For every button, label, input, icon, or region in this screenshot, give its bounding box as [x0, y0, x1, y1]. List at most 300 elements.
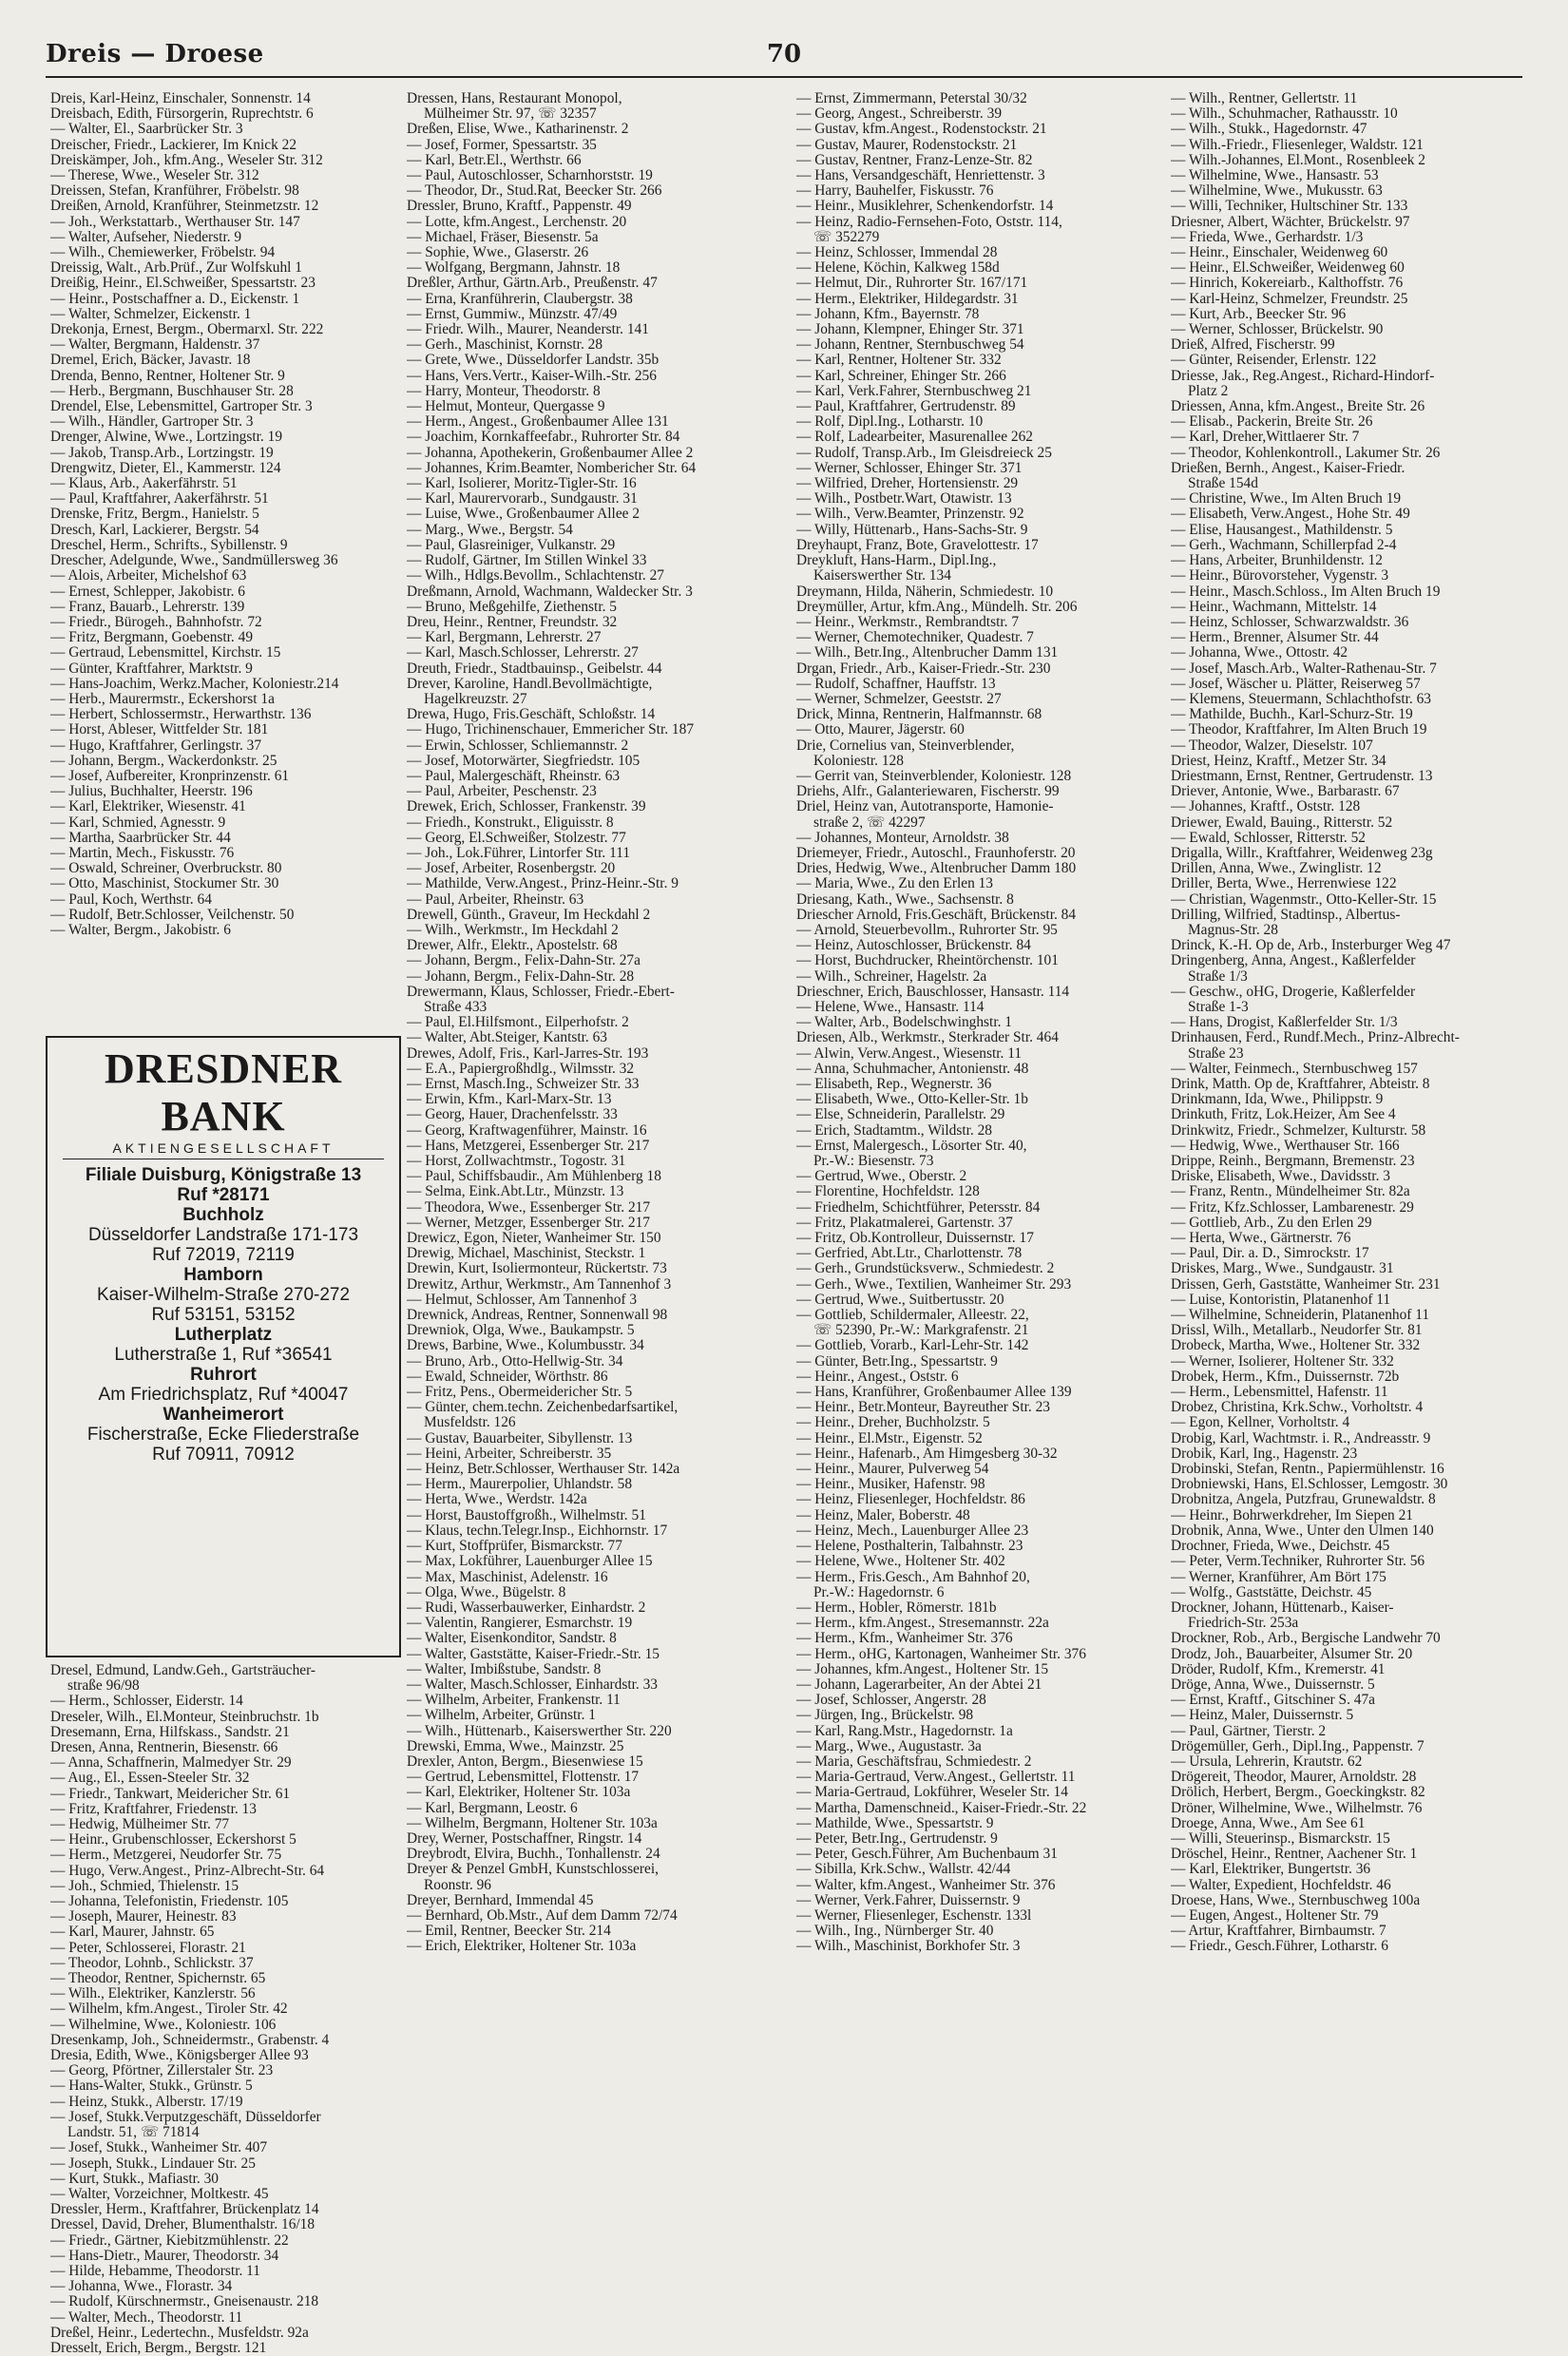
- directory-entry: Dreßen, Elise, Wwe., Katharinenstr. 2: [407, 122, 629, 138]
- directory-entry: — Heinz, Betr.Schlosser, Werthauser Str. 142a: [407, 1462, 680, 1478]
- directory-entry: Dringenberg, Anna, Angest., Kaßlerfelder: [1171, 953, 1416, 969]
- directory-entry: — Herm., kfm.Angest., Stresemannstr. 22a: [796, 1616, 1049, 1632]
- directory-entry: — Erwin, Kfm., Karl-Marx-Str. 13: [407, 1092, 612, 1108]
- directory-entry: Dreyhaupt, Franz, Bote, Gravelottestr. 17: [796, 537, 1039, 553]
- directory-entry: Drenda, Benno, Rentner, Holtener Str. 9: [50, 368, 285, 384]
- directory-entry: — Hans-Dietr., Maurer, Theodorstr. 34: [50, 2248, 279, 2264]
- directory-entry: — Rudolf, Schaffner, Hauffstr. 13: [796, 676, 996, 692]
- directory-entry: Dremel, Erich, Bäcker, Javastr. 18: [50, 353, 251, 369]
- directory-entry: — Johanna, Wwe., Ottostr. 42: [1171, 645, 1348, 661]
- directory-entry: — Walter, Bergmann, Haldenstr. 37: [50, 337, 260, 354]
- directory-entry: — Bruno, Arb., Otto-Hellwig-Str. 34: [407, 1353, 623, 1370]
- directory-entry: — Walter, Abt.Steiger, Kantstr. 63: [407, 1030, 607, 1046]
- directory-entry: — Herm., Maurerpolier, Uhlandstr. 58: [407, 1477, 633, 1493]
- directory-entry: Roonstr. 96: [424, 1877, 491, 1893]
- directory-entry: Driessen, Anna, kfm.Angest., Breite Str. 26: [1171, 399, 1425, 415]
- directory-entry: — Gerfried, Abt.Ltr., Charlottenstr. 78: [796, 1246, 1023, 1262]
- directory-entry: Drewnick, Andreas, Rentner, Sonnenwall 98: [407, 1308, 668, 1324]
- ad-branch-heading: Filiale Duisburg, Königstraße 13: [85, 1165, 362, 1185]
- directory-entry: — Wolfg., Gaststätte, Deichstr. 45: [1171, 1584, 1372, 1600]
- directory-entry: — Gertrud, Wwe., Oberstr. 2: [796, 1169, 967, 1185]
- directory-entry: — Heinz, Autoschlosser, Brückenstr. 84: [796, 938, 1031, 954]
- directory-entry: — Walter, Gaststätte, Kaiser-Friedr.-Str. 15: [407, 1646, 660, 1662]
- directory-entry: — Friedh., Konstrukt., Eliguisstr. 8: [407, 814, 614, 831]
- directory-entry: — Helmut, Schlosser, Am Tannenhof 3: [407, 1292, 638, 1308]
- directory-entry: — Helene, Wwe., Hansastr. 114: [796, 999, 985, 1015]
- directory-entry: Dries, Hedwig, Wwe., Altenbrucher Damm 180: [796, 861, 1077, 877]
- directory-entry: — Gerh., Maschinist, Kornstr. 28: [407, 337, 603, 354]
- column-2: [407, 91, 779, 1955]
- directory-entry: — Heinr., Maurer, Pulverweg 54: [796, 1462, 989, 1478]
- directory-entry: — Wilh., Rentner, Gellertstr. 11: [1171, 91, 1358, 106]
- directory-entry: Drissen, Gerh, Gaststätte, Wanheimer Str. 231: [1171, 1276, 1441, 1293]
- directory-entry: Dreybrodt, Elvira, Buchh., Tonhallenstr. 24: [407, 1847, 660, 1863]
- directory-entry: — Otto, Maschinist, Stockumer Str. 30: [50, 876, 279, 892]
- directory-entry: ☏ 352279: [813, 229, 880, 245]
- directory-entry: — Fritz, Plakatmalerei, Gartenstr. 37: [796, 1215, 1013, 1231]
- directory-entry: Pr.-W.: Hagedornstr. 6: [813, 1584, 945, 1600]
- directory-entry: — Klemens, Steuermann, Schlachthofstr. 63: [1171, 691, 1431, 707]
- directory-entry: — Karl, Maurervorarb., Sundgaustr. 31: [407, 491, 638, 508]
- directory-entry: — Alwin, Verw.Angest., Wiesenstr. 11: [796, 1045, 1023, 1062]
- directory-entry: — Friedr., Gesch.Führer, Lotharstr. 6: [1171, 1939, 1388, 1955]
- directory-entry: — Franz, Bauarb., Lehrerstr. 139: [50, 599, 245, 615]
- directory-entry: Straße 433: [424, 999, 488, 1015]
- directory-entry: — Harry, Bauhelfer, Fiskusstr. 76: [796, 183, 994, 200]
- directory-entry: Drewermann, Klaus, Schlosser, Friedr.-Ebert-: [407, 984, 675, 1000]
- directory-entry: Drewer, Alfr., Elektr., Apostelstr. 68: [407, 938, 618, 954]
- directory-entry: — Ernst, Malergesch., Lösorter Str. 40,: [796, 1138, 1027, 1154]
- directory-entry: Drießen, Bernh., Angest., Kaiser-Friedr.: [1171, 460, 1405, 476]
- directory-entry: — Werner, Schmelzer, Geeststr. 27: [796, 691, 1002, 707]
- directory-entry: Drinkuth, Fritz, Lok.Heizer, Am See 4: [1171, 1107, 1396, 1123]
- directory-entry: — Theodora, Wwe., Essenberger Str. 217: [407, 1199, 651, 1216]
- directory-entry: — Elisabeth, Wwe., Otto-Keller-Str. 1b: [796, 1092, 1028, 1108]
- directory-entry: — Johann, Bergm., Felix-Dahn-Str. 27a: [407, 953, 641, 969]
- directory-entry: — Elisabeth, Rep., Wegnerstr. 36: [796, 1077, 992, 1092]
- directory-entry: — Marg., Wwe., Bergstr. 54: [407, 522, 573, 538]
- directory-entry: Dresen, Anna, Rentnerin, Biesenstr. 66: [50, 1740, 278, 1756]
- directory-entry: Dreßel, Heinr., Ledertechn., Musfeldstr. 92a: [50, 2325, 309, 2341]
- directory-entry: — Walter, kfm.Angest., Wanheimer Str. 376: [796, 1877, 1056, 1893]
- directory-entry: — Eugen, Angest., Holtener Str. 79: [1171, 1907, 1379, 1924]
- ad-branch-heading: Hamborn: [183, 1265, 263, 1285]
- directory-entry: — Karl, Bergmann, Leostr. 6: [407, 1800, 578, 1816]
- directory-entry: — Günter, Betr.Ing., Spessartstr. 9: [796, 1353, 998, 1370]
- directory-entry: Hagelkreuzstr. 27: [424, 691, 527, 707]
- directory-entry: — Karl, Elektriker, Wiesenstr. 41: [50, 799, 246, 815]
- directory-entry: — Josef, Arbeiter, Rosenbergstr. 20: [407, 861, 616, 877]
- directory-entry: Driesang, Kath., Wwe., Sachsenstr. 8: [796, 891, 1014, 908]
- directory-entry: — Ewald, Schlosser, Ritterstr. 52: [1171, 830, 1366, 846]
- directory-entry: — Horst, Baustoffgroßh., Wilhelmstr. 51: [407, 1507, 646, 1523]
- directory-entry: — Gustav, kfm.Angest., Rodenstockstr. 21: [796, 122, 1047, 138]
- directory-entry: Dreisbach, Edith, Fürsorgerin, Ruprechtstr. 6: [50, 106, 314, 123]
- directory-entry: — Herm., Fris.Gesch., Am Bahnhof 20,: [796, 1569, 1030, 1585]
- directory-entry: Drilling, Wilfried, Stadtinsp., Albertus-: [1171, 907, 1401, 923]
- directory-entry: Drews, Barbine, Wwe., Kolumbusstr. 34: [407, 1338, 644, 1354]
- directory-entry: — Herm., Hobler, Römerstr. 181b: [796, 1599, 997, 1616]
- directory-entry: — Gottlieb, Schildermaler, Alleestr. 22,: [796, 1308, 1029, 1324]
- directory-entry: Pr.-W.: Biesenstr. 73: [813, 1154, 934, 1170]
- directory-entry: — Wilhelmine, Wwe., Koloniestr. 106: [50, 2017, 277, 2033]
- directory-entry: — Max, Lokführer, Lauenburger Allee 15: [407, 1554, 653, 1570]
- directory-entry: Drillen, Anna, Wwe., Zwinglistr. 12: [1171, 861, 1382, 877]
- directory-entry: — Wilhelm, Bergmann, Holtener Str. 103a: [407, 1815, 658, 1831]
- directory-entry: — Grete, Wwe., Düsseldorfer Landstr. 35b: [407, 353, 660, 369]
- ad-branch-heading: Ruhrort: [190, 1365, 257, 1385]
- directory-entry: — Michael, Fräser, Biesenstr. 5a: [407, 229, 599, 245]
- directory-entry: — Herta, Wwe., Gärtnerstr. 76: [1171, 1231, 1351, 1247]
- directory-entry: Drever, Karoline, Handl.Bevollmächtigte,: [407, 676, 653, 692]
- directory-entry: — Wilh.-Johannes, El.Mont., Rosenbleek 2: [1171, 152, 1425, 168]
- directory-entry: Dresel, Edmund, Landw.Geh., Gartsträucher-: [50, 1663, 316, 1678]
- directory-entry: Landstr. 51, ☏ 71814: [67, 2125, 200, 2141]
- directory-entry: — Walter, Imbißstube, Sandstr. 8: [407, 1661, 602, 1677]
- directory-entry: — Theodor, Walzer, Dieselstr. 107: [1171, 737, 1373, 754]
- directory-entry: — Johanna, Wwe., Florastr. 34: [50, 2279, 233, 2295]
- directory-entry: — Paul, Gärtner, Tierstr. 2: [1171, 1723, 1327, 1739]
- directory-entry: — Wilh., Schuhmacher, Rathausstr. 10: [1171, 106, 1398, 123]
- directory-entry: — Walter, Masch.Schlosser, Einhardstr. 33: [407, 1676, 658, 1693]
- directory-entry: — Else, Schneiderin, Parallelstr. 29: [796, 1107, 1005, 1123]
- directory-entry: Drenger, Alwine, Wwe., Lortzingstr. 19: [50, 430, 283, 446]
- directory-entry: — Johannes, Kraftf., Oststr. 128: [1171, 799, 1361, 815]
- directory-entry: — Wilh., Stukk., Hagedornstr. 47: [1171, 122, 1367, 138]
- ad-branch-detail: Am Friedrichsplatz, Ruf *40047: [98, 1385, 349, 1405]
- directory-entry: — Karl, Isolierer, Moritz-Tigler-Str. 16: [407, 476, 637, 492]
- directory-entry: — Herm., Metzgerei, Neudorfer Str. 75: [50, 1848, 282, 1864]
- directory-entry: — Karl, Rentner, Holtener Str. 332: [796, 353, 1002, 369]
- directory-entry: Drobinski, Stefan, Rentn., Papiermühlenstr. 16: [1171, 1462, 1444, 1478]
- directory-entry: — Ernst, Zimmermann, Peterstal 30/32: [796, 91, 1027, 106]
- directory-entry: — Martha, Saarbrücker Str. 44: [50, 830, 231, 846]
- directory-entry: — Klaus, techn.Telegr.Insp., Eichhornstr. 17: [407, 1523, 668, 1539]
- directory-entry: Friedrich-Str. 253a: [1188, 1616, 1299, 1632]
- directory-entry: — Horst, Zollwachtmstr., Togostr. 31: [407, 1154, 626, 1170]
- directory-entry: — Friedr., Bürogeh., Bahnhofstr. 72: [50, 614, 262, 630]
- directory-entry: — Heinz, Maler, Duissernstr. 5: [1171, 1708, 1354, 1724]
- directory-entry: — Walter, Mech., Theodorstr. 11: [50, 2309, 243, 2326]
- directory-entry: — Alois, Arbeiter, Michelshof 63: [50, 568, 247, 584]
- ad-bank-subtitle: AKTIENGESELLSCHAFT: [112, 1140, 335, 1156]
- directory-entry: — Heinz, Schlosser, Schwarzwaldstr. 36: [1171, 614, 1409, 630]
- directory-entry: Drewicz, Egon, Nieter, Wanheimer Str. 150: [407, 1231, 661, 1247]
- directory-entry: Drinhausen, Ferd., Rundf.Mech., Prinz-Albrecht-: [1171, 1030, 1460, 1046]
- directory-entry: Drobeck, Martha, Wwe., Holtener Str. 332: [1171, 1338, 1421, 1354]
- directory-entry: — Hans-Joachim, Werkz.Macher, Koloniestr.214: [50, 676, 339, 692]
- directory-entry: — Erich, Stadtamtm., Wildstr. 28: [796, 1122, 992, 1139]
- directory-entry: — Herm., Kfm., Wanheimer Str. 376: [796, 1631, 1013, 1647]
- ad-branch-detail: Kaiser-Wilhelm-Straße 270-272: [96, 1285, 351, 1305]
- directory-entry: Kaiserswerther Str. 134: [813, 568, 951, 584]
- directory-entry: — Josef, Stukk.Verputzgeschäft, Düsseldorfer: [50, 2109, 321, 2125]
- directory-entry: — Heinr., Grubenschlosser, Eckershorst 5: [50, 1832, 296, 1848]
- directory-entry: Drewell, Günth., Graveur, Im Heckdahl 2: [407, 907, 651, 923]
- directory-entry: — Paul, Kraftfahrer, Gertrudenstr. 89: [796, 399, 1016, 415]
- directory-entry: — Hedwig, Mülheimer Str. 77: [50, 1817, 230, 1833]
- directory-entry: — Theodor, Rentner, Spichernstr. 65: [50, 1971, 266, 1987]
- directory-entry: — Hans, Versandgeschäft, Henriettenstr. 3: [796, 168, 1045, 184]
- directory-entry: Droege, Anna, Wwe., Am See 61: [1171, 1815, 1366, 1831]
- directory-entry: — Wilh., Chemiewerker, Fröbelstr. 94: [50, 245, 276, 261]
- directory-entry: Droese, Hans, Wwe., Sternbuschweg 100a: [1171, 1892, 1421, 1908]
- directory-entry: — Werner, Chemotechniker, Quadestr. 7: [796, 630, 1034, 646]
- directory-entry: — Paul, Arbeiter, Rheinstr. 63: [407, 891, 584, 908]
- directory-entry: Drögemüller, Gerh., Dipl.Ing., Pappenstr. 7: [1171, 1738, 1425, 1754]
- directory-entry: — Johann, Klempner, Ehinger Str. 371: [796, 322, 1024, 338]
- directory-entry: straße 2, ☏ 42297: [813, 814, 926, 831]
- directory-entry: — Werner, Schlosser, Ehinger Str. 371: [796, 460, 1023, 476]
- directory-entry: — Karl-Heinz, Schmelzer, Freundstr. 25: [1171, 291, 1408, 307]
- directory-entry: — Wilh., Hüttenarb., Kaiserswerther Str. 220: [407, 1723, 672, 1739]
- directory-entry: — Hans, Kranführer, Großenbaumer Allee 139: [796, 1385, 1072, 1401]
- directory-entry: Driesen, Alb., Werkmstr., Sterkrader Str. 464: [796, 1030, 1059, 1046]
- directory-entry: — Theodor, Kraftfahrer, Im Alten Bruch 19: [1171, 722, 1427, 738]
- directory-entry: Driemeyer, Friedr., Autoschl., Fraunhoferstr. 20: [796, 845, 1076, 861]
- directory-entry: Dressler, Bruno, Kraftf., Pappenstr. 49: [407, 199, 632, 215]
- directory-entry: — Wilhelm, kfm.Angest., Tiroler Str. 42: [50, 2002, 288, 2018]
- directory-entry: — Karl, Rang.Mstr., Hagedornstr. 1a: [796, 1723, 1013, 1739]
- directory-entry: — Rudolf, Kürschnermstr., Gneisenaustr. 218: [50, 2294, 319, 2310]
- directory-entry: — Wilh., Elektriker, Kanzlerstr. 56: [50, 1986, 256, 2002]
- directory-entry: — Joseph, Maurer, Heinestr. 83: [50, 1909, 237, 1925]
- directory-entry: Dreischer, Friedr., Lackierer, Im Knick 22: [50, 137, 297, 153]
- directory-entry: Dreyer & Penzel GmbH, Kunstschlosserei,: [407, 1862, 659, 1878]
- directory-entry: — Max, Maschinist, Adelenstr. 16: [407, 1569, 608, 1585]
- directory-entry: — Gerh., Wachmann, Schillerpfad 2-4: [1171, 537, 1397, 553]
- directory-entry: — Paul, Dir. a. D., Simrockstr. 17: [1171, 1246, 1369, 1262]
- directory-entry: — Paul, Malergeschäft, Rheinstr. 63: [407, 768, 621, 784]
- directory-entry: Drewa, Hugo, Fris.Geschäft, Schloßstr. 14: [407, 707, 656, 723]
- directory-entry: — Ernest, Schlepper, Jakobistr. 6: [50, 584, 245, 600]
- directory-entry: — Maria-Gertraud, Verw.Angest., Gellertstr. 11: [796, 1770, 1076, 1786]
- directory-entry: ☏ 52390, Pr.-W.: Markgrafenstr. 21: [813, 1323, 1029, 1339]
- directory-entry: — Joh., Schmied, Thielenstr. 15: [50, 1878, 239, 1894]
- directory-entry: — Hedwig, Wwe., Werthauser Str. 166: [1171, 1138, 1400, 1154]
- directory-entry: Driescher Arnold, Fris.Geschäft, Brückenstr. 84: [796, 907, 1077, 923]
- directory-entry: — Walter, Feinmech., Sternbuschweg 157: [1171, 1061, 1418, 1077]
- directory-entry: — Heinr., Werkmstr., Rembrandtstr. 7: [796, 614, 1020, 630]
- directory-entry: — Wilhelmine, Wwe., Mukusstr. 63: [1171, 183, 1383, 200]
- directory-entry: Drewski, Emma, Wwe., Mainzstr. 25: [407, 1738, 624, 1754]
- ad-branch-detail: Fischerstraße, Ecke Fliederstraße: [86, 1425, 360, 1445]
- directory-entry: — Heinz, Mech., Lauenburger Allee 23: [796, 1523, 1029, 1539]
- header-rule: [46, 76, 1522, 78]
- directory-entry: — Paul, Kraftfahrer, Aakerfährstr. 51: [50, 491, 269, 508]
- directory-entry: — Maria, Wwe., Zu den Erlen 13: [796, 876, 993, 892]
- directory-entry: — Karl, Schreiner, Ehinger Str. 266: [796, 368, 1006, 384]
- directory-entry: — Hans, Vers.Vertr., Kaiser-Wilh.-Str. 256: [407, 368, 657, 384]
- directory-entry: Drinkmann, Ida, Wwe., Philippstr. 9: [1171, 1092, 1384, 1108]
- directory-entry: — Christian, Wagenmstr., Otto-Keller-Str. 15: [1171, 891, 1437, 908]
- directory-entry: — Jakob, Transp.Arb., Lortzingstr. 19: [50, 445, 274, 461]
- directory-entry: Drögereit, Theodor, Maurer, Arnoldstr. 28: [1171, 1770, 1417, 1786]
- directory-entry: Dreu, Heinr., Rentner, Freundstr. 32: [407, 614, 618, 630]
- directory-entry: Dresenkamp, Joh., Schneidermstr., Grabenstr. 4: [50, 2032, 330, 2048]
- directory-entry: — Wilh., Schreiner, Hagelstr. 2a: [796, 968, 987, 985]
- directory-entry: — Paul, El.Hilfsmont., Eilperhofstr. 2: [407, 1015, 629, 1031]
- directory-entry: Dreymüller, Artur, kfm.Ang., Mündelh. Str. 206: [796, 599, 1078, 615]
- directory-entry: — Kurt, Stoffprüfer, Bismarckstr. 77: [407, 1539, 622, 1555]
- directory-entry: — Mathilde, Verw.Angest., Prinz-Heinr.-Str. 9: [407, 876, 679, 892]
- directory-entry: — Karl, Masch.Schlosser, Lehrerstr. 27: [407, 645, 639, 661]
- directory-entry: Drochner, Frieda, Wwe., Deichstr. 45: [1171, 1539, 1390, 1555]
- directory-entry: Drewin, Kurt, Isoliermonteur, Rückertstr. 73: [407, 1261, 667, 1277]
- directory-entry: Drewes, Adolf, Fris., Karl-Jarres-Str. 193: [407, 1045, 649, 1062]
- directory-entry: — Gerh., Wwe., Textilien, Wanheimer Str. 293: [796, 1276, 1072, 1293]
- ad-branch-list: [48, 1165, 399, 1465]
- directory-entry: Dresselt, Erich, Bergm., Bergstr. 121: [50, 2340, 267, 2356]
- directory-entry: — Theodor, Lohnb., Schlickstr. 37: [50, 1955, 254, 1971]
- directory-entry: Driewer, Ewald, Bauing., Ritterstr. 52: [1171, 814, 1393, 831]
- directory-entry: — Bruno, Meßgehilfe, Ziethenstr. 5: [407, 599, 617, 615]
- directory-entry: — Anna, Schuhmacher, Antonienstr. 48: [796, 1061, 1029, 1077]
- directory-entry: Drobig, Karl, Wachtmstr. i. R., Andreasstr. 9: [1171, 1430, 1431, 1446]
- directory-entry: — Karl, Elektriker, Holtener Str. 103a: [407, 1785, 631, 1801]
- directory-entry: — Heinr., Musiklehrer, Schenkendorfstr. 14: [796, 199, 1054, 215]
- directory-entry: — Paul, Arbeiter, Peschenstr. 23: [407, 784, 597, 800]
- directory-entry: — Karl, Bergmann, Lehrerstr. 27: [407, 630, 602, 646]
- directory-entry: Musfeldstr. 126: [424, 1415, 516, 1431]
- directory-entry: — Gertrud, Wwe., Suitbertusstr. 20: [796, 1292, 1004, 1308]
- directory-entry: — Fritz, Ob.Kontrolleur, Duissernstr. 17: [796, 1231, 1034, 1247]
- directory-entry: Dreuth, Friedr., Stadtbauinsp., Geibelstr. 44: [407, 661, 662, 677]
- directory-entry: — Gottlieb, Arb., Zu den Erlen 29: [1171, 1215, 1372, 1231]
- directory-entry: Drewek, Erich, Schlosser, Frankenstr. 39: [407, 799, 646, 815]
- directory-entry: Drewitz, Arthur, Werkmstr., Am Tannenhof 3: [407, 1276, 672, 1293]
- directory-entry: Drobnitza, Angela, Putzfrau, Grunewaldstr. 8: [1171, 1492, 1436, 1508]
- directory-entry: — Rudi, Wasserbauwerker, Einhardstr. 2: [407, 1599, 646, 1616]
- directory-entry: — Hans, Drogist, Kaßlerfelder Str. 1/3: [1171, 1015, 1398, 1031]
- directory-entry: — Herm., Lebensmittel, Hafenstr. 11: [1171, 1385, 1388, 1401]
- directory-entry: — Heinr., El.Mstr., Eigenstr. 52: [796, 1430, 983, 1446]
- directory-entry: — Günter, Kraftfahrer, Marktstr. 9: [50, 661, 253, 677]
- directory-entry: Dreyer, Bernhard, Immendal 45: [407, 1892, 594, 1908]
- directory-entry: — Ernst, Masch.Ing., Schweizer Str. 33: [407, 1077, 640, 1092]
- directory-entry: — Therese, Wwe., Weseler Str. 312: [50, 168, 259, 184]
- directory-entry: — Theodor, Kohlenkontroll., Lakumer Str. 26: [1171, 445, 1441, 461]
- directory-entry: — Otto, Maurer, Jägerstr. 60: [796, 722, 965, 738]
- directory-entry: Dreißen, Arnold, Kranführer, Steinmetzstr. 12: [50, 199, 319, 215]
- directory-entry: Dreßmann, Arnold, Wachmann, Waldecker Str. 3: [407, 584, 693, 600]
- directory-entry: Dreissen, Stefan, Kranführer, Fröbelstr. 98: [50, 183, 299, 200]
- directory-entry: Drendel, Else, Lebensmittel, Gartroper Str. 3: [50, 399, 313, 415]
- directory-entry: Dresch, Karl, Lackierer, Bergstr. 54: [50, 522, 259, 538]
- directory-entry: Dreißig, Heinr., El.Schweißer, Spessartstr. 23: [50, 276, 316, 292]
- directory-entry: Dröge, Anna, Wwe., Duissernstr. 5: [1171, 1676, 1375, 1693]
- directory-entry: Dreiskämper, Joh., kfm.Ang., Weseler Str. 312: [50, 152, 323, 168]
- directory-entry: — Franz, Rentn., Mündelheimer Str. 82a: [1171, 1184, 1410, 1200]
- ad-branch-heading: Lutherplatz: [174, 1325, 273, 1345]
- directory-entry: — Heini, Arbeiter, Schreiberstr. 35: [407, 1446, 612, 1462]
- directory-entry: — Herb., Bergmann, Buschhauser Str. 28: [50, 383, 294, 399]
- directory-entry: — Rolf, Dipl.Ing., Lotharstr. 10: [796, 414, 984, 431]
- directory-entry: — Joh., Lok.Führer, Lintorfer Str. 111: [407, 845, 631, 861]
- directory-entry: — Paul, Autoschlosser, Scharnhorststr. 19: [407, 168, 653, 184]
- directory-entry: — Wilhelmine, Schneiderin, Platanenhof 11: [1171, 1308, 1430, 1324]
- directory-entry: — Ernst, Kraftf., Gitschiner S. 47a: [1171, 1693, 1375, 1709]
- directory-entry: — Günter, chem.techn. Zeichenbedarfsartikel,: [407, 1400, 679, 1416]
- directory-entry: — Hans, Metzgerei, Essenberger Str. 217: [407, 1138, 650, 1154]
- directory-entry: — Georg, Angest., Schreiberstr. 39: [796, 106, 1003, 123]
- directory-entry: — Hugo, Verw.Angest., Prinz-Albrecht-Str. 64: [50, 1863, 325, 1879]
- directory-entry: — Herm., oHG, Kartonagen, Wanheimer Str. 376: [796, 1646, 1086, 1662]
- directory-entry: Drekonja, Ernest, Bergm., Obermarxl. Str. 222: [50, 322, 324, 338]
- directory-entry: — Johann, Rentner, Sternbuschweg 54: [796, 337, 1024, 354]
- directory-entry: — Artur, Kraftfahrer, Birnbaumstr. 7: [1171, 1924, 1386, 1940]
- directory-entry: — Johannes, Krim.Beamter, Nombericher Str. 64: [407, 460, 697, 476]
- directory-entry: Drieß, Alfred, Fischerstr. 99: [1171, 337, 1335, 354]
- directory-entry: — Walter, El., Saarbrücker Str. 3: [50, 122, 243, 138]
- directory-entry: — Herbert, Schlossermstr., Herwarthstr. 136: [50, 707, 312, 723]
- directory-entry: — Herm., Schlosser, Eiderstr. 14: [50, 1694, 243, 1710]
- directory-entry: — Josef, Masch.Arb., Walter-Rathenau-Str. 7: [1171, 661, 1437, 677]
- directory-entry: Driehs, Alfr., Galanteriewaren, Fischerstr. 99: [796, 784, 1060, 800]
- directory-entry: — Bernhard, Ob.Mstr., Auf dem Damm 72/74: [407, 1907, 678, 1924]
- directory-entry: — Günter, Reisender, Erlenstr. 122: [1171, 353, 1377, 369]
- directory-entry: Driel, Heinz van, Autotransporte, Hamonie-: [796, 799, 1054, 815]
- directory-entry: — Heinr., Masch.Schloss., Im Alten Bruch 19: [1171, 584, 1441, 600]
- directory-entry: — Friedr., Tankwart, Meidericher Str. 61: [50, 1786, 291, 1802]
- directory-entry: — Werner, Kranführer, Am Bört 175: [1171, 1569, 1386, 1585]
- directory-entry: — Aug., El., Essen-Steeler Str. 32: [50, 1771, 250, 1787]
- directory-entry: Straße 1/3: [1188, 968, 1248, 985]
- directory-entry: — Heinz, Radio-Fernsehen-Foto, Oststr. 114,: [796, 214, 1062, 230]
- directory-entry: — Wolfgang, Bergmann, Jahnstr. 18: [407, 260, 621, 277]
- directory-entry: — Walter, Aufseher, Niederstr. 9: [50, 229, 242, 245]
- directory-entry: — Fritz, Kraftfahrer, Friedenstr. 13: [50, 1801, 257, 1817]
- directory-entry: — Paul, Glasreiniger, Vulkanstr. 29: [407, 537, 616, 553]
- directory-entry: — Heinr., Musiker, Hafenstr. 98: [796, 1477, 985, 1493]
- directory-entry: — Hans-Walter, Stukk., Grünstr. 5: [50, 2078, 253, 2095]
- directory-entry: Dreymann, Hilda, Näherin, Schmiedestr. 10: [796, 584, 1054, 600]
- ad-branch-detail: Ruf 72019, 72119: [152, 1245, 295, 1265]
- directory-entry: — Jürgen, Ing., Brückelstr. 98: [796, 1708, 974, 1724]
- directory-entry: — Egon, Kellner, Vorholtstr. 4: [1171, 1415, 1350, 1431]
- directory-entry: Straße 154d: [1188, 476, 1258, 492]
- directory-entry: Drockner, Rob., Arb., Bergische Landwehr 70: [1171, 1631, 1441, 1647]
- directory-entry: Dreis, Karl-Heinz, Einschaler, Sonnenstr. 14: [50, 91, 311, 106]
- directory-entry: — Erwin, Schlosser, Schliemannstr. 2: [407, 737, 629, 754]
- directory-entry: — Johanna, Telefonistin, Friedenstr. 105: [50, 1894, 289, 1910]
- directory-entry: — Helene, Wwe., Holtener Str. 402: [796, 1554, 1005, 1570]
- directory-entry: Driest, Heinz, Kraftf., Metzer Str. 34: [1171, 753, 1386, 769]
- directory-entry: — Kurt, Stukk., Mafiastr. 30: [50, 2171, 219, 2187]
- directory-entry: Drinck, K.-H. Op de, Arb., Insterburger Weg 47: [1171, 938, 1451, 954]
- directory-entry: — Hugo, Trichinenschauer, Emmericher Str. 187: [407, 722, 695, 738]
- directory-entry: — Oswald, Schreiner, Overbruckstr. 80: [50, 861, 282, 877]
- directory-entry: — Wilhelm, Arbeiter, Grünstr. 1: [407, 1708, 596, 1724]
- directory-entry: — Gertrud, Lebensmittel, Flottenstr. 17: [407, 1770, 640, 1786]
- directory-entry: — E.A., Papiergroßhdlg., Wilmsstr. 32: [407, 1061, 635, 1077]
- directory-entry: — Wilh., Hdlgs.Bevollm., Schlachtenstr. 27: [407, 568, 664, 584]
- directory-entry: — Walter, Eisenkonditor, Sandstr. 8: [407, 1631, 617, 1647]
- directory-entry: — Gustav, Rentner, Franz-Lenze-Str. 82: [796, 152, 1033, 168]
- directory-entry: Dreissig, Walt., Arb.Prüf., Zur Wolfskuhl 1: [50, 260, 302, 277]
- directory-entry: — Walter, Schmelzer, Eickenstr. 1: [50, 306, 252, 322]
- directory-entry: Driever, Antonie, Wwe., Barbarastr. 67: [1171, 784, 1400, 800]
- directory-entry: — Rudolf, Transp.Arb., Im Gleisdreieck 25: [796, 445, 1052, 461]
- directory-entry: — Willi, Techniker, Hultschiner Str. 133: [1171, 199, 1408, 215]
- directory-entry: — Walter, Vorzeichner, Moltkestr. 45: [50, 2186, 269, 2202]
- page-title: Dreis — Droese: [46, 40, 264, 68]
- directory-entry: — Heinz, Maler, Boberstr. 48: [796, 1507, 970, 1523]
- directory-entry: — Johannes, Monteur, Arnoldstr. 38: [796, 830, 1009, 846]
- directory-entry: — Johann, Kfm., Bayernstr. 78: [796, 306, 980, 322]
- directory-entry: — Arnold, Steuerbevollm., Ruhrorter Str. 95: [796, 922, 1058, 938]
- directory-entry: — Peter, Schlosserei, Florastr. 21: [50, 1940, 246, 1956]
